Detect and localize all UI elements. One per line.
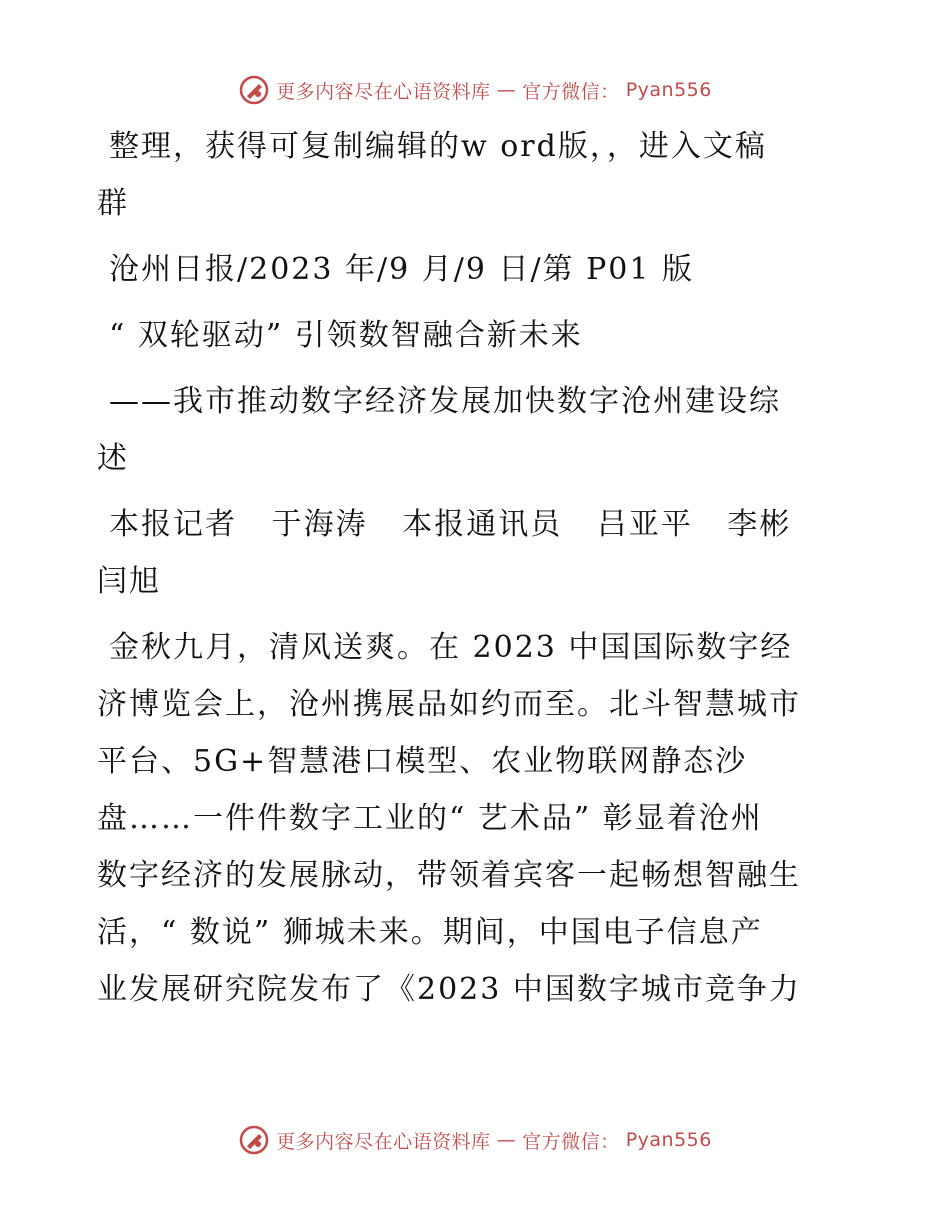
footer-banner — [0, 1120, 950, 1160]
document-body — [97, 118, 857, 1027]
text-line: ——我市推动数字经济发展加快数字沧州建设综 — [109, 384, 781, 419]
text-line: 活，“ 数说” 狮城未来。期间，中国电子信息产 — [97, 915, 763, 950]
text-line: 整理，获得可复制编辑的w ord版，，进入文稿 — [109, 129, 767, 164]
text-line: “ 双轮驱动” 引领数智融合新未来 — [109, 318, 583, 353]
text-line: 群 — [97, 186, 129, 221]
text-line: 沧州日报/2023 年/9 月/9 日/第 P01 版 — [109, 252, 694, 287]
article-subtitle — [97, 373, 857, 487]
text-line: 本报记者 于海涛 本报通讯员 吕亚平 李彬 — [109, 507, 792, 542]
header-banner — [0, 70, 950, 110]
banner-contact-id: Pyan556 — [625, 1129, 712, 1151]
banner-contact-label: 官方微信： — [522, 1130, 620, 1153]
banner-contact-label: 官方微信： — [522, 80, 620, 103]
source-line — [97, 241, 857, 298]
logo-icon — [238, 1124, 270, 1156]
text-line: 闫旭 — [97, 564, 161, 599]
text-line: 业发展研究院发布了《2023 中国数字城市竞争力 — [97, 972, 801, 1007]
banner-text: 更多内容尽在心语资料库 — [276, 1130, 491, 1153]
byline — [97, 496, 857, 610]
logo-icon — [238, 74, 270, 106]
text-line: 述 — [97, 441, 129, 476]
banner-separator: — — [496, 79, 517, 101]
text-line: 金秋九月，清风送爽。在 2023 中国国际数字经 — [109, 630, 793, 665]
banner-separator: — — [496, 1129, 517, 1151]
text-line: 济博览会上，沧州携展品如约而至。北斗智慧城市 — [97, 687, 801, 722]
text-line: 数字经济的发展脉动，带领着宾客一起畅想智融生 — [97, 858, 801, 893]
banner-contact-id: Pyan556 — [625, 79, 712, 101]
text-line: 平台、5G+智慧港口模型、农业物联网静态沙 — [97, 744, 748, 779]
paragraph-body — [97, 619, 857, 1018]
paragraph-intro — [97, 118, 857, 232]
article-title — [97, 307, 857, 364]
text-line: 盘……一件件数字工业的“ 艺术品” 彰显着沧州 — [97, 801, 763, 836]
banner-text: 更多内容尽在心语资料库 — [276, 80, 491, 103]
